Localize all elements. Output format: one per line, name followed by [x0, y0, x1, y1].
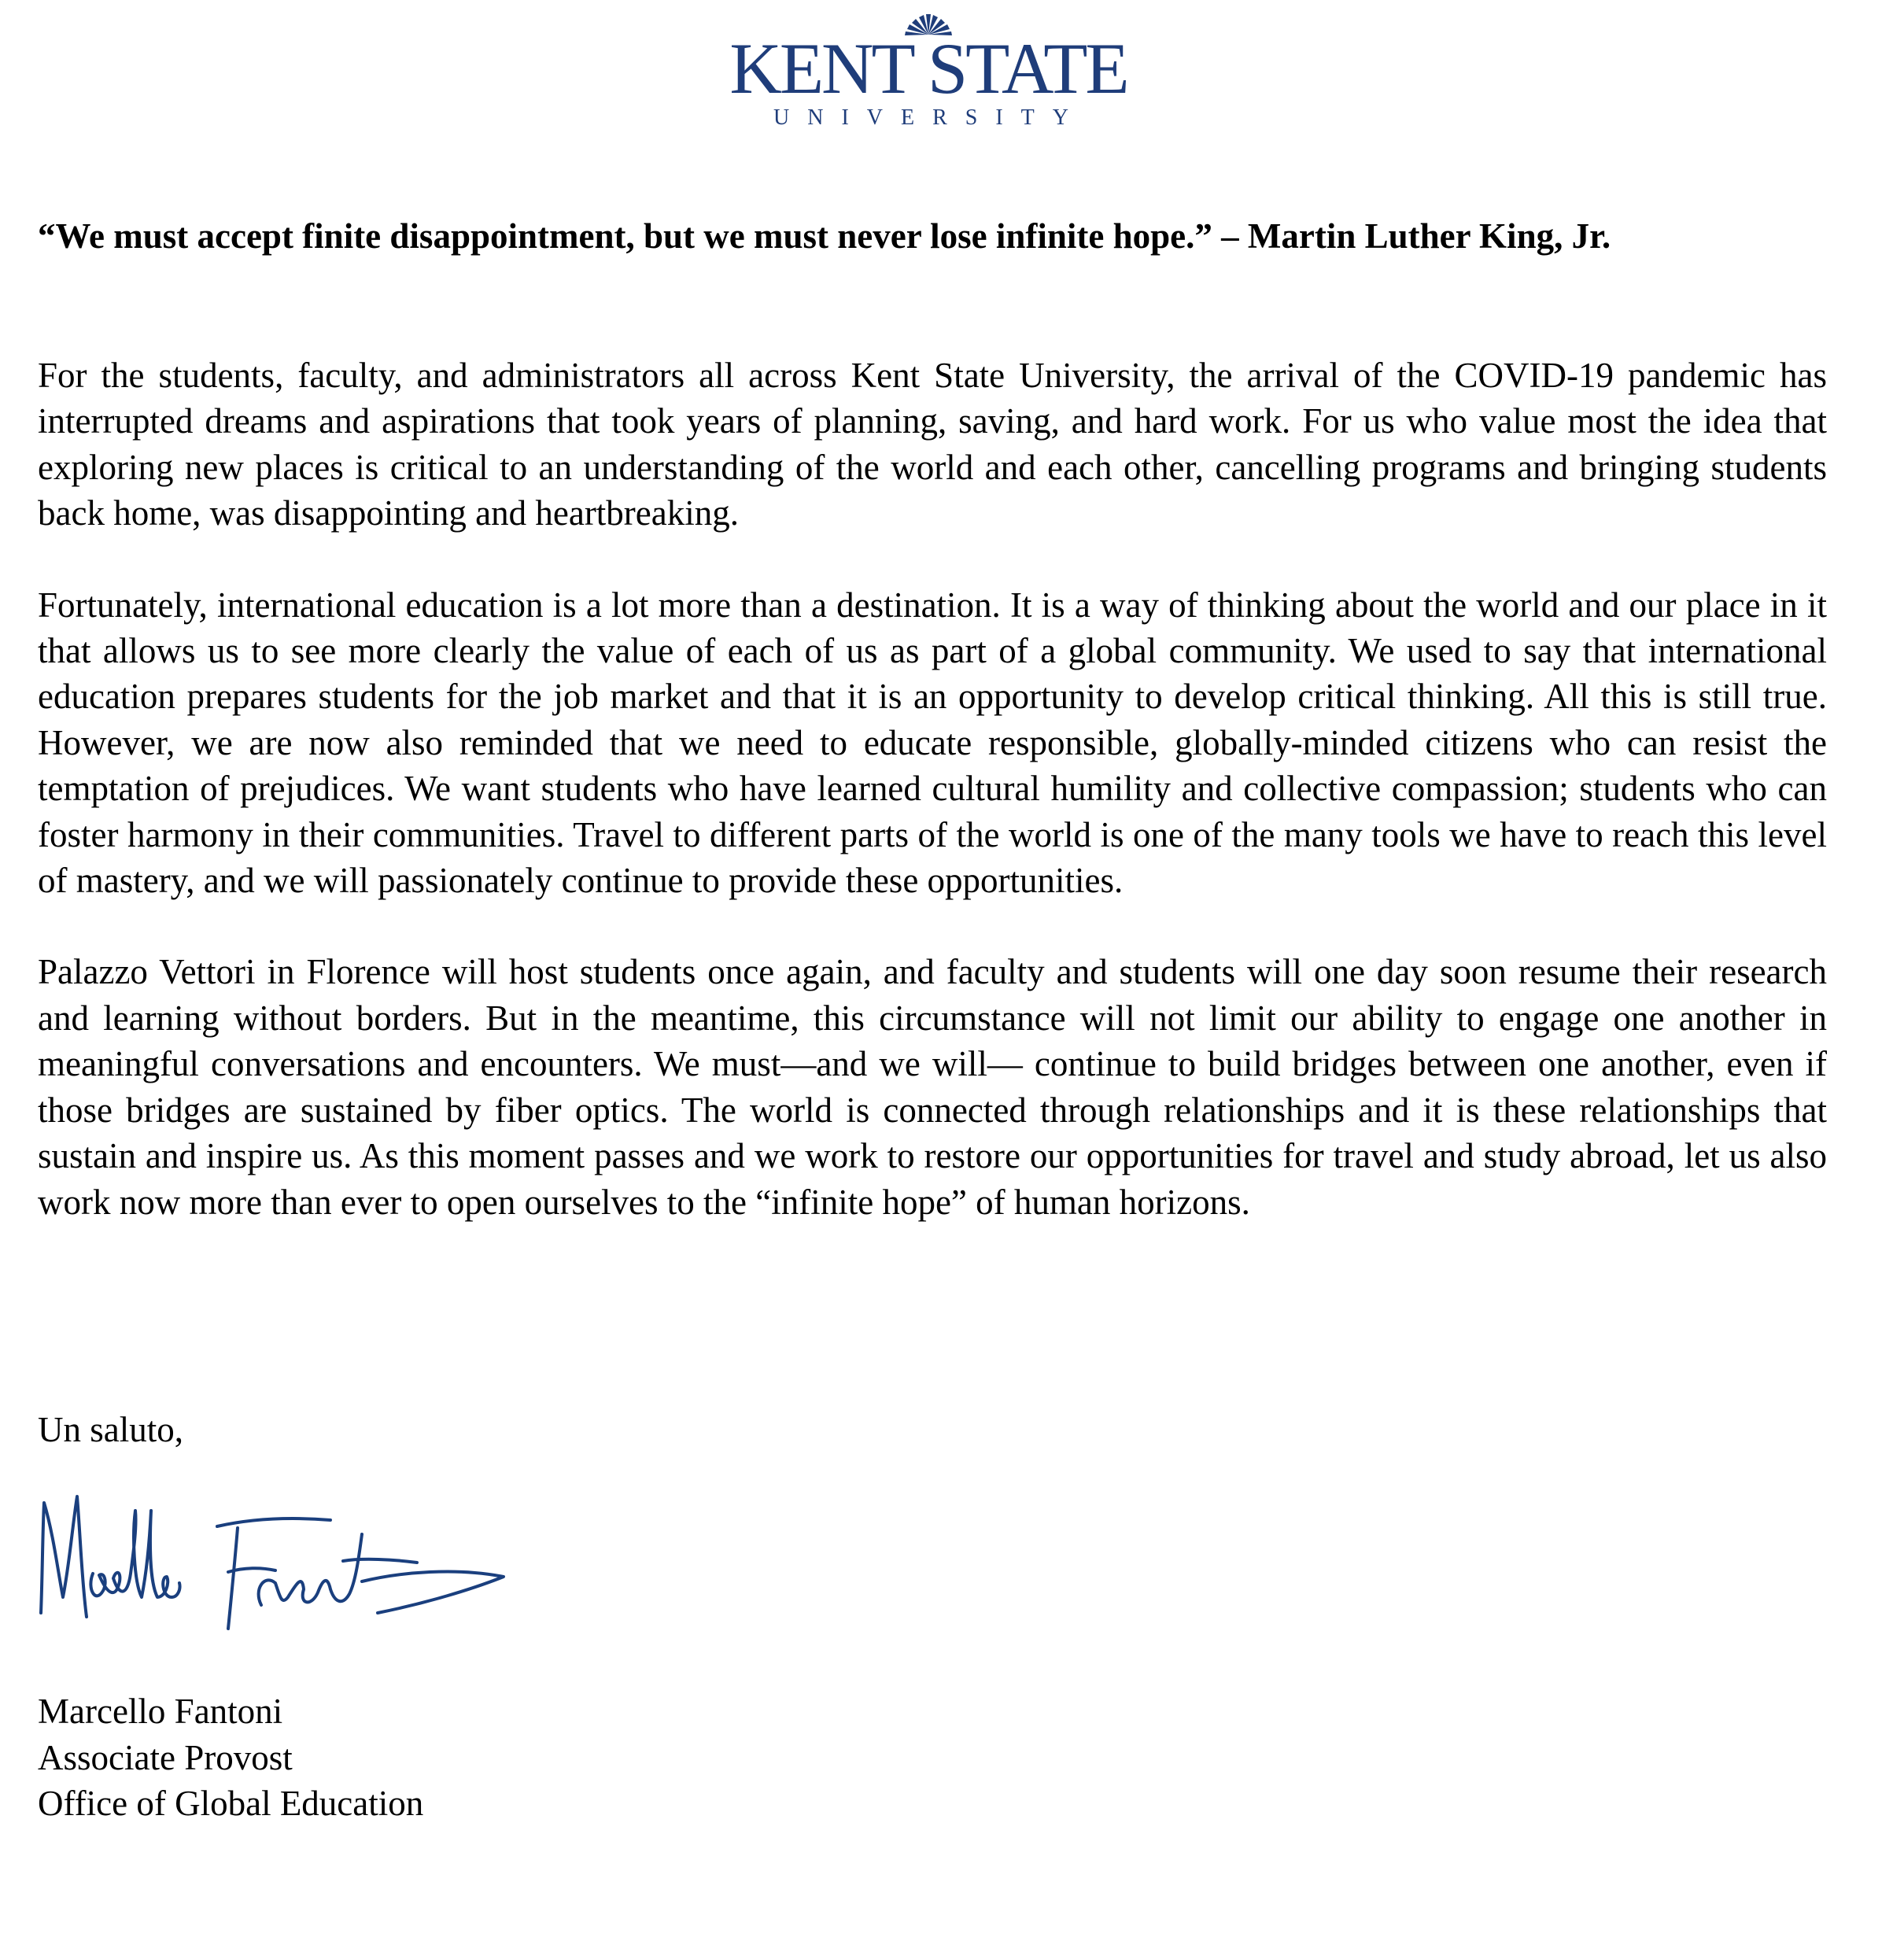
signer-title: Associate Provost — [38, 1737, 293, 1777]
logo-subtitle: UNIVERSITY — [773, 105, 1087, 130]
kent-state-logo — [724, 5, 1133, 131]
signer-name: Marcello Fantoni — [38, 1692, 283, 1731]
signature-block — [38, 1688, 423, 1827]
kent-state-logo-graphic — [724, 5, 1133, 131]
opening-quote: “We must accept finite disappointment, but we must never lose infinite hope.” – Martin Luther King, Jr. — [38, 216, 1611, 256]
paragraph-1: For the students, faculty, and administrators all across Kent State University, the arrival of the COVID-19 pandemic has interrupted dreams and aspirations that took years of planning, saving, and hard work. For us who value most the idea that exploring new places is critical to an understanding of the world and each other, cancelling programs and bringing students back home, was disappointing and heartbreaking. — [38, 356, 1827, 533]
paragraph-3: Palazzo Vettori in Florence will host students once again, and faculty and students will one day soon resume their research and learning without borders. But in the meantime, this circumstance will not limit our ability to engage one another in meaningful conversations and encounters. We must—and we will— continue to build bridges between one another, even if those bridges are sustained by fiber optics. The world is connected through relationships and it is these relationships that sustain and inspire us. As this moment passes and we work to restore our opportunities for travel and study abroad, let us also work now more than ever to open ourselves to the “infinite hope” of human horizons. — [38, 952, 1827, 1222]
closing-salutation: Un saluto, — [38, 1410, 183, 1449]
signer-office: Office of Global Education — [38, 1784, 424, 1823]
letter-body — [38, 352, 1827, 1271]
signature-graphic — [31, 1479, 519, 1637]
paragraph-2: Fortunately, international education is a lot more than a destination. It is a way of thinking about the world and our place in it that allows us to see more clearly the value of each of us as part of a global community. We used to say that international education prepares students for the job market and that it is an opportunity to develop critical thinking. All this is still true. However, we are now also reminded that we need to educate responsible, globally-minded citizens who can resist the temptation of prejudices. We want students who have learned cultural humility and collective compassion; students who can foster harmony in their communities. Travel to different parts of the world is one of the many tools we have to reach this level of mastery, and we will passionately continue to provide these opportunities. — [38, 585, 1827, 901]
handwritten-signature — [31, 1479, 519, 1637]
logo-wordmark: KENT STATE — [729, 28, 1127, 109]
